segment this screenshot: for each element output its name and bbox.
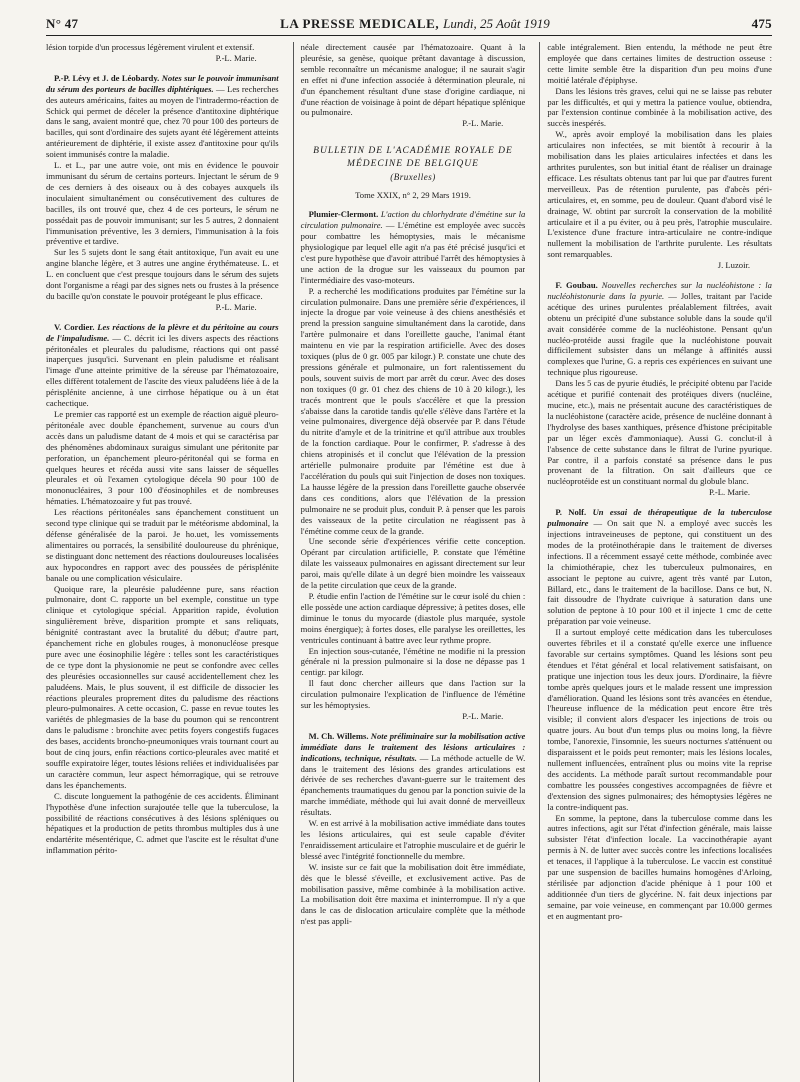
column-3 [539, 42, 772, 1082]
paragraph: Une seconde série d'expériences vérifie cette conception. Opérant par circulation artificielle, P. constate que l'émétine dilate les vaisseaux pulmonaires en agissant directement sur leur paroi, mais qu'elle dilate à un degré bien moindre les vaisseaux de la petite circulation que ceux de la grande. [300, 536, 526, 591]
issue-number: N° 47 [46, 16, 79, 31]
section-heading [301, 145, 526, 184]
article-text: — La méthode actuelle de W. dans le traitement des lésions des grandes articulations est dérivée de ses recherches d'avant-guerre sur le traitement des épanchements traumatiques du genou par la ponction suivie de la marche immédiate, méthode qui lui avait donné de merveilleux résultats. [300, 752, 526, 818]
article-title: Nouvelles recherches sur la nucléohistone : la nucléohistonurie dans la pyurie. [547, 280, 772, 301]
paragraph: Les réactions péritonéales sans épanchement constituent un second type clinique qui se traduit par le météorisme abdominal, la défense généralisée de la paroi. Je ho.uet, les vomissements alimentaires ou porracés, la sensibilité douloureuse du phrénique, se distinguant donc nettement des réactions douloureuses localisées aux hypocondres en rapport avec des poussées de périsplénite banale ou une complication vésiculaire. [46, 507, 279, 583]
issue-date: Lundi, 25 Août 1919 [443, 16, 550, 31]
article-text: — C. décrit ici les divers aspects des réactions péritonéales et pleurales du paludisme, réactions qui ont passé inaperçues jusqu'ici. Survenant en plein paludisme et réalisant l'image d'une atteinte primitive de la séreuse par l'hématozoaire, elles diffèrent totalement de l'ascite des vieux paludéens liée à de la périsplénite ancienne, à une cirrhose hépatique ou à un état cachectique. [46, 332, 279, 409]
journal-title: LA PRESSE MEDICALE, [280, 16, 440, 31]
paragraph: P. étudie enfin l'action de l'émétine sur le cœur isolé du chien : elle possède une action cardiaque dépressive; à petites doses, elle diminue le tonus du myocarde (diastole plus marquée, systole moins énergique); à fortes doses, elle paralyse les oreillettes, les ventricules continuant à battre avec leur rythme propre. [300, 590, 526, 645]
paragraph: P. a recherché les modifications produites par l'émétine sur la circulation pulmonaire. Dans une première série d'expériences, il injecte la drogue par voie veineuse à des chiens anesthésiés et prend la pression sanguine simultanément dans la carotide, dans l'artère pulmonaire et dans l'oreillette gauche, l'animal étant maintenu en vie par la respiration artificielle. Avec des doses toxiques (plus de 0 gr. 005 par kilogr.) P. constate une chute des pressions générale et pulmonaire, un fort ralentissement du pouls, souvent suivis de mort par arrêt du cœur. Avec des doses non toxiques (0 gr. 01 chez des chiens de 10 à 20 kilogr.), les tracés montrent que le pouls s'accélère et que la pression s'abaisse dans la carotide tandis qu'elle s'élève dans l'artère et la veine pulmonaires, divergence déjà observée par P. dans l'étude du nitrite d'amyle et de la trinitrine et qu'il attribue aux troubles de la fonction cardiaque. Pour le confirmer, P. s'adresse à des chiens atropinisés et il conclut que l'élévation de la pression artérielle pulmonaire produite par l'émétine est due à l'accélération du pouls qui suit l'injection de doses non toxiques. La hausse légère de la pression dans l'oreillette gauche observée dans ces conditions, alors que l'élévation de la pression pulmonaire ne se produit plus, conduit P. à penser que les parois des vaisseaux de la petite circulation ne réagissent pas à l'émétine comme ceux de la grande. [300, 285, 526, 536]
article-title: Note préliminaire sur la mobilisation active immédiate dans le traitement des lésions articulaires : indications, technique, résultats. [300, 730, 526, 763]
article-title: Les réactions de la plèvre et du péritoine au cours de l'impaludisme. [46, 321, 279, 343]
article-author: P. Nolf. [555, 507, 587, 518]
article-author: P.-P. Lévy et J. de Léobardy. [54, 72, 160, 83]
paragraph: Sur les 5 sujets dont le sang était antitoxique, l'un avait eu une angine blanche légère, et 3 autres une angine érythémateuse. L. et L. en concluent que c'est presque toujours dans le sérum des sujets dont l'organisme a réagi par des signes nets ou frustes à la présence du bacille qu'on constate le pouvoir protégeant le plus efficace. [46, 247, 279, 301]
paragraph: W. en est arrivé à la mobilisation active immédiate dans toutes les lésions articulaires, qui est seule capable d'éviter l'enraidissement articulaire et l'atrophie musculaire et de guérir le blessé avec l'intégrité fonctionnelle du membre. [300, 818, 526, 861]
signature: P.-L. Marie. [708, 487, 750, 498]
article-author: M. Ch. Willems. [308, 730, 369, 741]
paragraph: cable intégralement. Bien entendu, la méthode ne peut être employée que dans certaines limites de destruction osseuse : cette limite semble être la disparition d'un peu moins d'une moitié latérale d'épiphyse. [547, 42, 772, 85]
paragraph: W., après avoir employé la mobilisation dans les plaies articulaires non infectées, se mit bientôt à recourir à la mobilisation dans les plaies articulaires infectées et dans les arthrites purulentes, son but initial étant de réaliser un drainage efficace. Les résultats obtenus tant par lui que par d'autres furent merveilleux. Pas de rétention purulente, pas d'abcès péri-articulaires, et, en somme, peu de douleur. Quant d'abord visé le drainage, W. obtint par surcroît la conservation de la mobilité articulaire et il a pu éviter, ou à peu près, l'atrophie musculaire. L'existence d'une fracture intra-articulaire ne contre-indique nullement la mobilisation de l'arthrite purulente. Les résultats sont remarquables. [547, 129, 772, 260]
paragraph [301, 209, 526, 285]
article-title: Notes sur le pouvoir immunisant du sérum des porteurs de bacilles diphtériques. [46, 72, 279, 94]
abstract-goubau [547, 280, 772, 498]
section-volume: Tome XXIX, n° 2, 29 Mars 1919. [355, 190, 471, 201]
paragraph: Il a surtout employé cette médication dans les tuberculoses ouvertes fébriles et il a constaté qu'elle exerce une influence favorable sur certains symptômes. Quand les lésions sont peu étendues et l'état général et local relativement satisfaisant, on pratique une injection tous les deux jours. D'ordinaire, la fièvre tombe après quelques jours et le malade ressent une impression d'amélioration. Quand les lésions sont très avancées en étendue, l'heureuse influence de la médication peut encore être très visible; il convient alors d'espacer les injections de trois ou quatre jours. Au bout d'un temps plus ou moins long, la fièvre tombe, l'anorexie, l'insomnie, les sueurs nocturnes s'atténuent ou disparaissent et le poids peut remonter; mais les lésions locales, nullement influencées, entraînent plus ou moins vite la reprise des accidents. La méthode paraît surtout recommandable pour combattre les poussées congestives accompagnées de fièvre et d'extension des signes pulmonaires; des hémoptysies légères ne la contre-indiquent pas. [547, 627, 772, 812]
signature: J. Luzoir. [717, 260, 750, 271]
signature: P.-L. Marie. [215, 52, 257, 63]
paragraph [547, 280, 772, 378]
paragraph: lésion torpide d'un processus légèrement virulent et extensif. [46, 42, 255, 52]
paragraph: W. insiste sur ce fait que la mobilisation doit être immédiate, dès que le blessé s'éveille, et exclusivement active. Pas de mobilisation passive, même combinée à la mobilisation active. La mobilisation doit être maxima et ininterrompue. Il n'y a que dans le cas de dislocation articulaire complète que la méthode n'est pas appli- [300, 861, 526, 927]
article-text: — Jolles, traitant par l'acide acétique des urines purulentes préalablement filtrées, avait obtenu un précipité d'une substance soluble dans la soude qu'il avait considérée comme de la nucléohistone. Pensant qu'un nucléo-protéide aussi fragile que la nucléohistone pouvait difficilement subsister dans un mélange à affinités aussi complexes que l'urine, G. a repris ces expériences en suivant une technique plus rigoureuse. [547, 290, 772, 378]
abstract-levy-leobardy [46, 73, 279, 313]
paragraph: Il faut donc chercher ailleurs que dans l'action sur la circulation pulmonaire l'explication de l'influence de l'émétine sur les hémoptysies. [300, 678, 526, 711]
section-title: BULLETIN DE L'ACADÉMIE ROYALE DE MÉDECINE DE BELGIQUE [313, 146, 513, 170]
article-title: L'action du chlorhydrate d'émétine sur la circulation pulmonaire. [300, 209, 526, 231]
paragraph: néale directement causée par l'hématozoaire. Quant à la pleurésie, sa genèse, quoique prêtant davantage à discussion, semble reconnaître un mécanisme analogue; il ne saurait s'agir en effet ni d'une infection associée à détermination pleurale, ni d'un épanchement résultant d'une stase d'origine cardiaque, ni d'une réaction de voisinage à point de départ hépatique splénique ou pulmonaire. [300, 42, 526, 118]
column-2 [293, 42, 526, 1082]
article-author: V. Cordier. [54, 321, 95, 332]
paragraph: Dans les lésions très graves, celui qui ne se laisse pas rebuter par les difficultés, et qui y mettra la patience voulue, obtiendra, par l'extension continue combinée à la mobilisation active, des succès inespérés. [547, 85, 772, 129]
article-text: — L'émétine est employée avec succès pour combattre les hémoptysies, mais le mécanisme physiologique par lequel elle agit n'a pas été précisé jusqu'ici et c'est pure hypothèse que d'avoir attribué l'arrêt des hémoptysies à une action de la drogue sur les vaisseaux du poumon par l'intermédiaire des vaso-moteurs. [300, 220, 526, 285]
paragraph: En somme, la peptone, dans la tuberculose comme dans les autres infections, agit sur l'état d'infection générale, mais laisse subsister l'état d'infection locale. La vaccinothérapie ayant permis à N. de lutter avec succès contre les infections localisées et tenaces, il l'applique à la tuberculose. Le vaccin est constitué par une suspension de bacilles humains homogènes d'Arloing, stérilisée par adjonction d'acide phénique à 1 pour 100 et additionnée d'un tiers de glycérine. N. fait deux injections par semaine, par voie veineuse, en commençant par 10.000 germes et en augmentant pro- [547, 812, 772, 921]
article-author: F. Goubau. [555, 280, 598, 291]
abstract-nolf [547, 507, 772, 921]
paragraph: Le premier cas rapporté est un exemple de réaction aiguë pleuro-péritonéale avec double épanchement, survenue au cours d'un accès dans un paludisme datant de 4 mois et qui se caractérisa par des phénomènes abdominaux suraigus simulant une péritonite par perforation, un épanchement pleuro-péritonéal qui se forma en quelques heures et récéda aussi vite sans laisser de séquelles pleurales et où l'examen cytologique décela 90 pour 100 de mononucléaires, 3 pour 100 d'éosinophiles et de nombreuses hématies. L'hématozoaire y fut pas trouvé. [46, 409, 279, 507]
page-number: 475 [751, 16, 772, 31]
signature: P.-L. Marie. [462, 118, 504, 129]
paragraph: Quoique rare, la pleurésie paludéenne pure, sans réaction pulmonaire, dont C. rapporte un bel exemple, constitue un type clinique et cytologique spécial. Apparition rapide, évolution singulièrement brève, disparition prompte et sans reliquats, bénignité contrastant avec la brutalité du début; d'autre part, épanchement riche en globules rouges, à mononucléose presque pure avec une éosinophilie légère : telles sont les caractéristiques de ce type dont la physionomie ne peut se confondre avec celles des pleurésies occasionnelles sur causé accidentellement chez les paludéens. Mais, le plus souvent, il est difficile de dissocier les réactions pleurales proprement dites du paludisme des réactions pleuro-pulmonaires. A cette occasion, C. passe en revue toutes les variétés de phlegmasies de la base du poumon qui se rencontrent dans le paludisme : bronchite avec petits foyers congestifs fugaces des bases, accidents broncho-pneumoniques vrais tournant court au bout de cinq jours, enfin réactions cortico-pleurales avec matité et souffle expiratoire léger, toutes lésions reliées et individualisées par un caractère commun, leur aspect hémorragique, qui se retrouve dans les épanchements. [46, 583, 279, 790]
article-title: Un essai de thérapeutique de la tuberculose pulmonaire [547, 507, 772, 529]
article-text: — On sait que N. a employé avec succès les injections intraveineuses de peptone, qui constituent un des modes de la protéinothérapie dans le traitement de diverses infections. Il a récemment essayé cette méthode, combinée avec la chimiothérapie, chez les tuberculeux pulmonaires, en associant le peptone au cuivre, agent très vanté par Luton, Billard, etc., dans le traitement de la bacillose. Dans ce but, N. fait dissoudre de l'hydrate cuivrique à saturation dans une solution de peptone à 10 pour 100 et il injecte 1 cmc de cette préparation par voie veineuse. [547, 518, 772, 627]
paragraph [46, 73, 279, 160]
journal-title-date [280, 16, 550, 32]
running-head [46, 16, 772, 36]
abstract-cordier [46, 322, 279, 856]
signature: P.-L. Marie. [215, 301, 257, 312]
paragraph: L. et L., par une autre voie, ont mis en évidence le pouvoir immunisant du sérum de certains porteurs. Injectant le sérum de 9 de ces derniers à des oiseaux ou à des cobayes auxquels ils inoculaient simultanément ou consécutivement des cultures de bacilles, ils ont trouvé que, chez 4 de ces porteurs, le sérum ne possédait pas de pouvoir immunisant; sur les 5 autres, 2 donnaient l'immunisation préventive, les 3 derniers, l'immunisation à la fois préventive et tardive. [46, 160, 279, 247]
paragraph: C. discute longuement la pathogénie de ces accidents. Éliminant l'hypothèse d'une infection surajoutée telle que la tuberculose, la possibilité de réactions consécutives à des lésions spléniques ou hépatiques et la production de petits thrombus multiples dus à une endartérite mésentérique, C. admet que l'ascite est le résultat d'une inflammation périto- [46, 790, 279, 856]
text-columns [46, 42, 772, 1082]
signature: P.-L. Marie. [462, 710, 504, 721]
abstract-willems [301, 731, 526, 927]
section-city: (Bruxelles) [390, 172, 436, 183]
article-author: Plumier-Clermont. [308, 209, 379, 220]
paragraph [547, 507, 772, 627]
paragraph: Dans les 5 cas de pyurie étudiés, le précipité obtenu par l'acide acétique et purifié contenait des protéiques divers (nucléine, mucine, etc.), mais ne présentait aucune des caractéristiques de la nucléohistone (caractère acide, présence de nucléine donnant à l'hydrolyse des bases xanthiques, présence d'histone précipitable par un léger excès d'ammoniaque). Aussi G. conclut-il à l'absence de cette substance dans le filtrat de l'urine pyurique. Par contre, il a parfois constaté sa présence dans le pus provenant de la filtration. On sait d'ailleurs que ce nucléoprotéide est un constituant normal du globule blanc. [547, 378, 772, 487]
paragraph [301, 731, 526, 818]
abstract-plumier-clermont [301, 209, 526, 722]
paragraph [46, 322, 279, 409]
paragraph: En injection sous-cutanée, l'émétine ne modifie ni la pression générale ni la pression pulmonaire si la dose ne dépasse pas 1 centigr. par kilogr. [300, 645, 526, 678]
column-1 [46, 42, 279, 1082]
article-text: — Les recherches des auteurs américains, faites au moyen de l'intradermo-réaction de Schick qui permet de déceler la présence d'antitoxine diphtérique dans le sang, avaient montré que, chez 70 pour 100 des porteurs de bacilles, qui sont d'ordinaire des sujets ayant été légèrement atteints antérieurement de diphtérie, il existe assez d'antitoxine pour qu'ils soient immunisés contre la maladie. [46, 83, 279, 160]
